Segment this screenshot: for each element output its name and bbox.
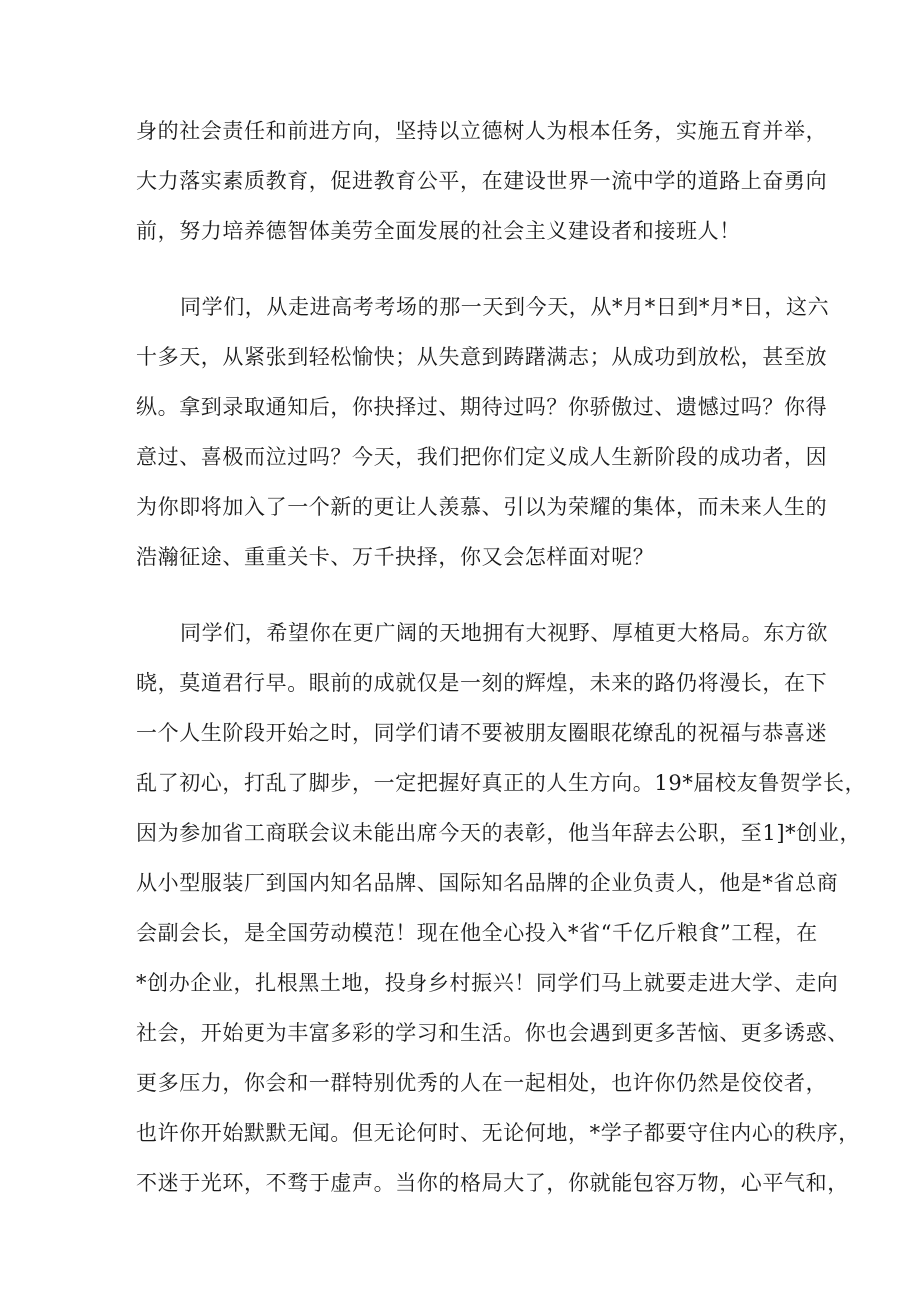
text-line: 不迷于光环，不骛于虚声。当你的格局大了，你就能包容万物，心平气和， [136,1171,849,1195]
text-line: 同学们，希望你在更广阔的天地拥有大视野、厚植更大格局。东方欲 [180,621,828,645]
text-line: *创办企业，扎根黑土地，投身乡村振兴！同学们马上就要走进大学、走向 [136,971,839,995]
text-line: 十多天，从紧张到轻松愉快；从失意到踌躇满志；从成功到放松，甚至放 [136,345,828,369]
text-line: 乱了初心，打乱了脚步，一定把握好真正的人生方向。19*届校友鲁贺学长， [136,771,867,795]
text-line: 因为参加省工商联会议未能出席今天的表彰，他当年辞去公职，至1]*创业， [136,821,862,845]
text-line: 身的社会责任和前进方向，坚持以立德树人为根本任务，实施五育并举， [136,119,828,143]
text-line: 纵。拿到录取通知后，你抉择过、期待过吗？你骄傲过、遗憾过吗？你得 [136,395,828,419]
text-line: 前，努力培养德智体美劳全面发展的社会主义建设者和接班人！ [136,219,741,243]
text-line: 晓，莫道君行早。眼前的成就仅是一刻的辉煌，未来的路仍将漫长，在下 [136,671,828,695]
text-line: 浩瀚征途、重重关卡、万千抉择，你又会怎样面对呢？ [136,545,655,569]
text-line: 从小型服装厂到国内知名品牌、国际知名品牌的企业负责人，他是*省总商 [136,871,839,895]
text-line: 更多压力，你会和一群特别优秀的人在一起相处，也许你仍然是佼佼者， [136,1071,828,1095]
text-line: 社会，开始更为丰富多彩的学习和生活。你也会遇到更多苦恼、更多诱惑、 [136,1021,849,1045]
text-line: 大力落实素质教育，促进教育公平，在建设世界一流中学的道路上奋勇向 [136,169,828,193]
text-line: 意过、喜极而泣过吗？今天，我们把你们定义成人生新阶段的成功者，因 [136,445,828,469]
text-line: 会副会长，是全国劳动模范！现在他全心投入*省“千亿斤粮食”工程，在 [136,921,818,945]
text-line: 也许你开始默默无闻。但无论何时、无论何地，*学子都要守住内心的秩序， [136,1121,860,1145]
text-line: 为你即将加入了一个新的更让人羡慕、引以为荣耀的集体，而未来人生的 [136,495,828,519]
text-line: 一个人生阶段开始之时，同学们请不要被朋友圈眼花缭乱的祝福与恭喜迷 [136,721,828,745]
text-line: 同学们，从走进高考考场的那一天到今天，从*月*日到*月*日，这六 [180,295,830,319]
